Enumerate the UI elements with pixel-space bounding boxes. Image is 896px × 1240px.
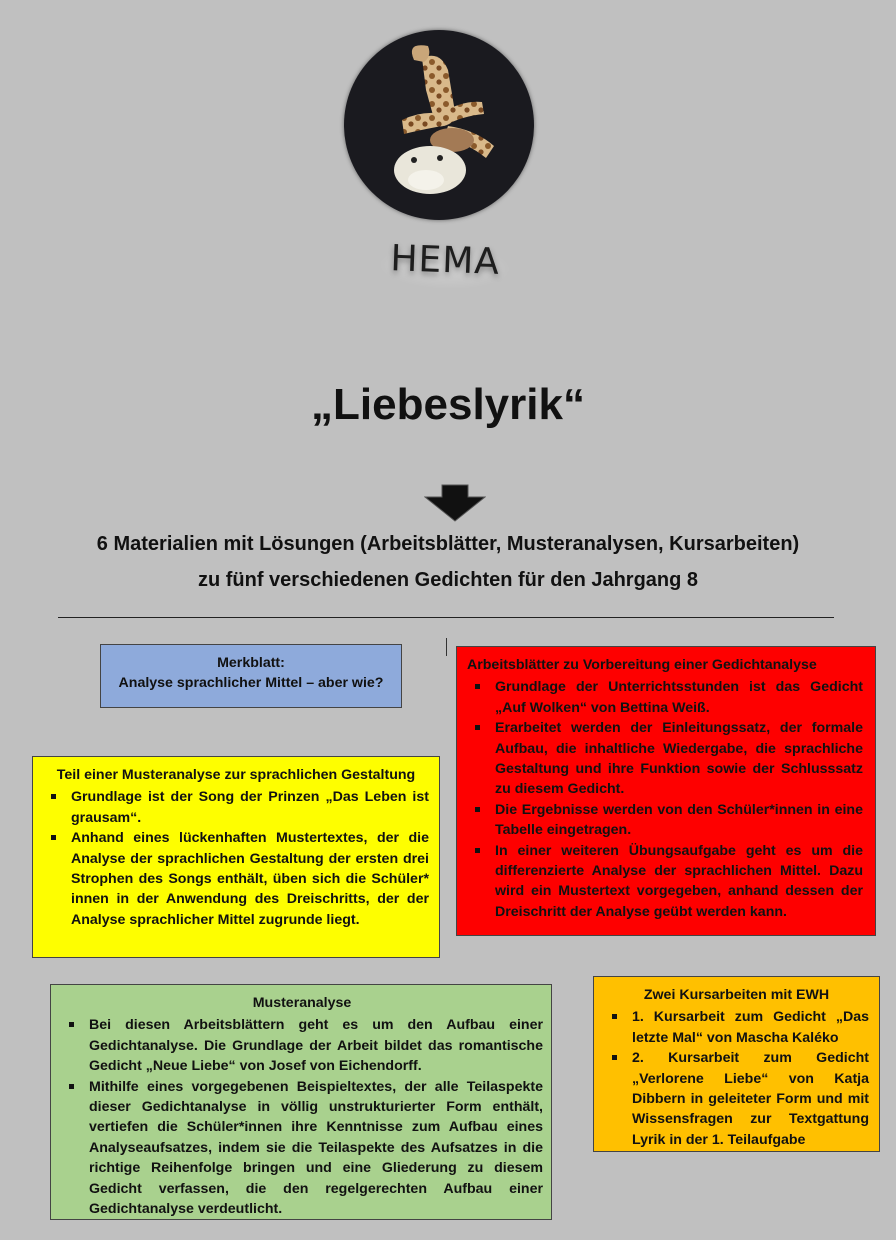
arbeitsblaetter-title: Arbeitsblätter zu Vorbereitung einer Gedichtanalyse bbox=[467, 657, 817, 673]
list-item: Grundlage ist der Song der Prinzen „Das Leben ist grausam“. bbox=[71, 787, 429, 828]
teil-musteranalyse-list bbox=[43, 787, 429, 930]
musteranalyse-title: Musteranalyse bbox=[252, 995, 352, 1011]
list-item: Anhand eines lückenhaften Mustertextes, der die Analyse der sprachlichen Gestaltung der ersten drei Strophen des Songs enthält, üben sich die Schüler* innen in der Anwendung des Dreischritts, der der Analyse sprachlicher Mittel zugrunde liegt. bbox=[71, 828, 429, 930]
list-item: Grundlage der Unterrichtsstunden ist das Gedicht „Auf Wolken“ von Bettina Weiß. bbox=[495, 677, 863, 718]
divider bbox=[58, 617, 834, 618]
kursarbeiten-box bbox=[593, 976, 880, 1152]
merkblatt-subtitle: Analyse sprachlicher Mittel – aber wie? bbox=[118, 675, 384, 692]
teil-musteranalyse-title: Teil einer Musteranalyse zur sprachlichen Gestaltung bbox=[56, 767, 416, 783]
plush-giraffe-icon bbox=[344, 30, 534, 220]
merkblatt-box bbox=[100, 644, 402, 708]
merkblatt-title: Merkblatt: bbox=[217, 655, 285, 671]
kursarbeiten-list bbox=[604, 1007, 869, 1150]
list-item: Bei diesen Arbeitsblättern geht es um den Aufbau einer Gedichtanalyse. Die Grundlage der Arbeit bildet das romantische Gedicht „Neue Liebe“ von Josef von Eichendorff. bbox=[89, 1015, 543, 1076]
musteranalyse-box bbox=[50, 984, 552, 1220]
list-item: Erarbeitet werden der Einleitungssatz, der formale Aufbau, die inhaltliche Wiedergabe, die sprachliche Gestaltung und ihre Funktion sowie der Schlusssatz zu diesem Gedicht. bbox=[495, 718, 863, 800]
arrow-down-icon bbox=[424, 484, 486, 522]
kursarbeiten-title: Zwei Kursarbeiten mit EWH bbox=[643, 987, 830, 1003]
list-item: 1. Kursarbeit zum Gedicht „Das letzte Mal“ von Mascha Kaléko bbox=[632, 1007, 869, 1048]
subtitle-line-2: zu fünf verschiedenen Gedichten für den Jahrgang 8 bbox=[197, 569, 699, 591]
text-cursor bbox=[446, 638, 447, 656]
logo-text: HEMA bbox=[339, 228, 551, 305]
subtitle-line-1: 6 Materialien mit Lösungen (Arbeitsblätter, Musteranalysen, Kursarbeiten) bbox=[96, 533, 800, 555]
page-title: „Liebeslyrik“ bbox=[311, 380, 585, 429]
teil-musteranalyse-box bbox=[32, 756, 440, 958]
arbeitsblaetter-box bbox=[456, 646, 876, 936]
list-item: In einer weiteren Übungsaufgabe geht es um die differenzierte Analyse der sprachlichen Mittel. Dazu wird ein Mustertext vorgegeben, anhand dessen der Dreischritt der Analyse geübt werden kann. bbox=[495, 841, 863, 923]
list-item: 2. Kursarbeit zum Gedicht „Verlorene Liebe“ von Katja Dibbern in geleiteter Form und mit Wissensfragen zur Textgattung Lyrik in der 1. Teilaufgabe bbox=[632, 1048, 869, 1150]
list-item: Die Ergebnisse werden von den Schüler*innen in eine Tabelle eingetragen. bbox=[495, 800, 863, 841]
musteranalyse-list bbox=[61, 1015, 543, 1219]
subtitle bbox=[0, 526, 896, 598]
logo-image bbox=[344, 30, 534, 220]
arbeitsblaetter-list bbox=[467, 677, 863, 922]
list-item: Mithilfe eines vorgegebenen Beispieltextes, der alle Teilaspekte dieser Gedichtanalyse in völlig unstrukturierter Form enthält, vertiefen die Schüler*innen ihre Kenntnisse zum Aufbau eines Analyseaufsatzes, indem sie die Teilaspekte des Aufsatzes in die richtige Reihenfolge bringen und eine Gliederung zu diesem Gedicht verfassen, die den regelgerechten Aufbau einer Gedichtanalyse verdeutlicht. bbox=[89, 1077, 543, 1220]
